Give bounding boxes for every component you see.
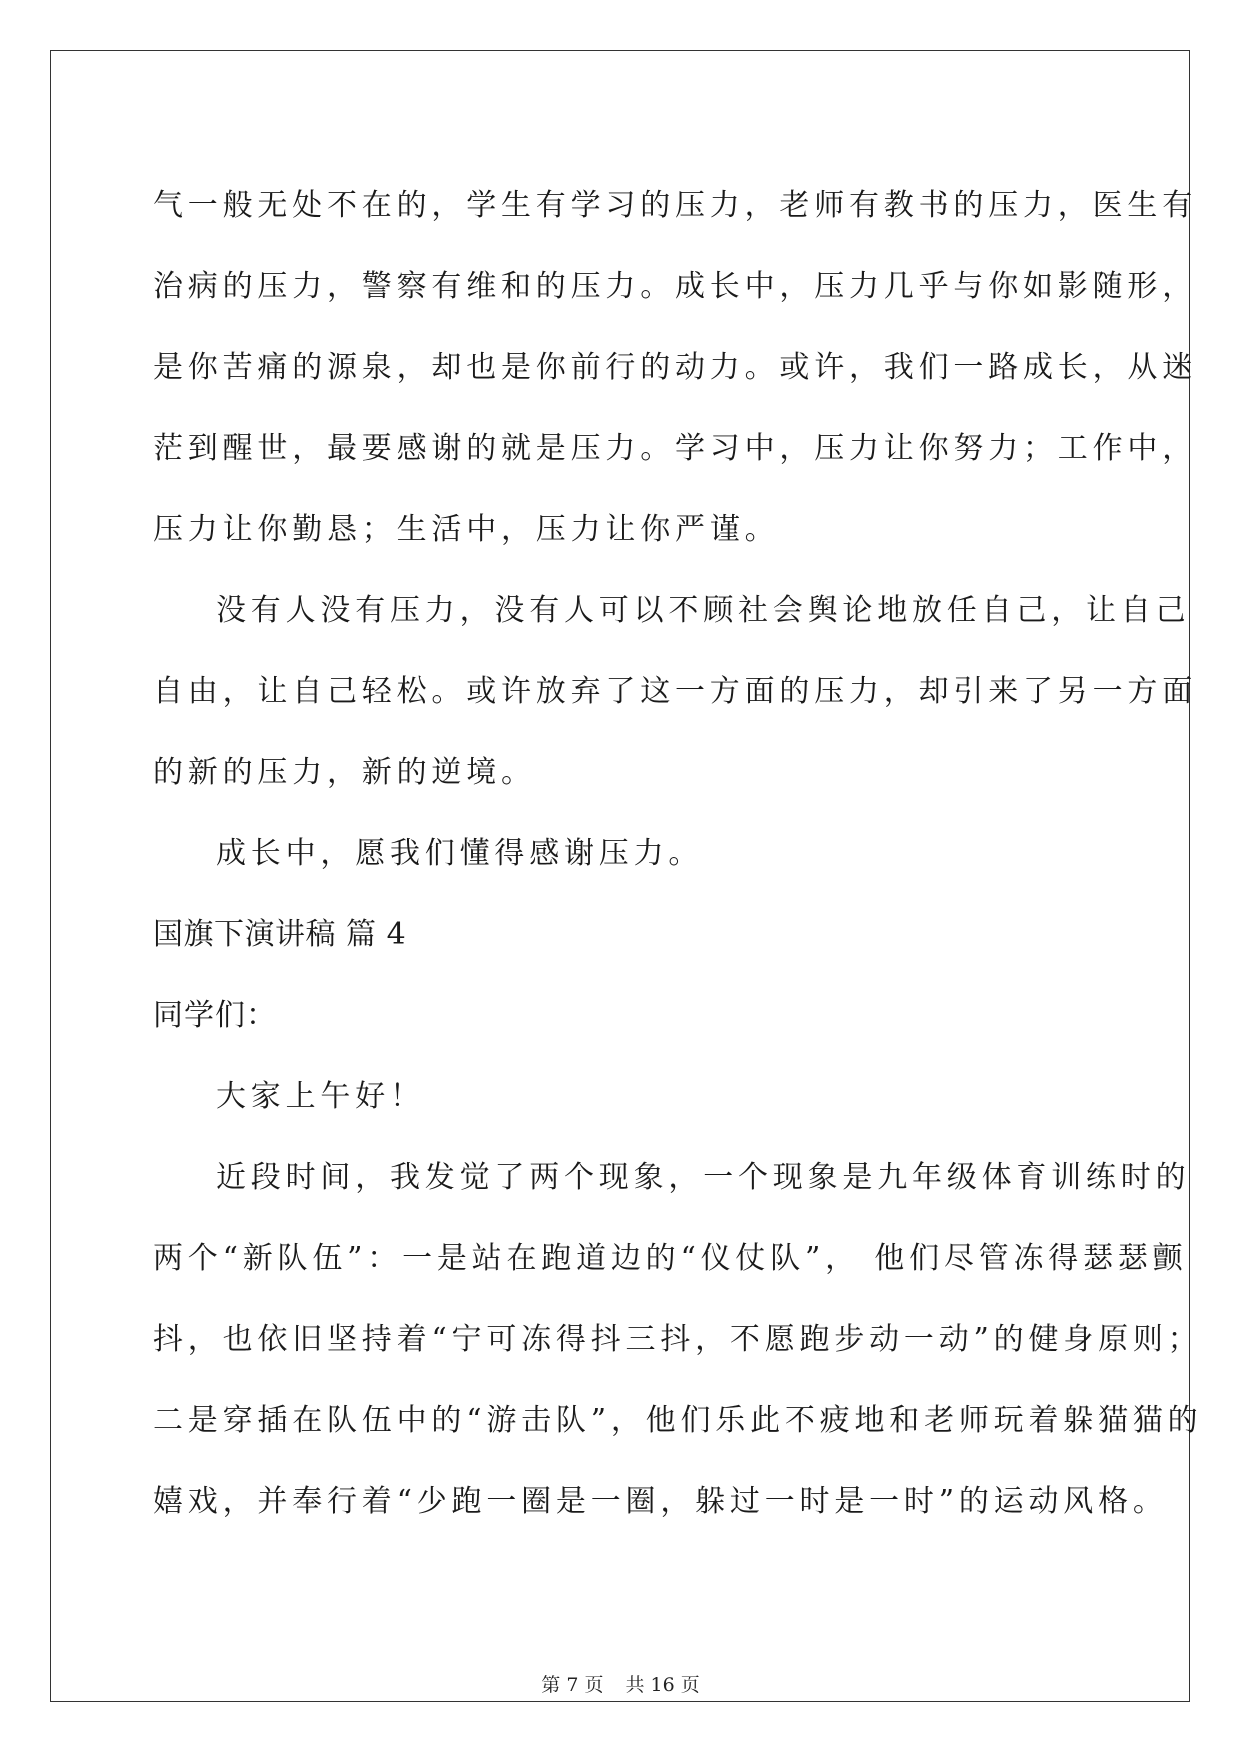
page-footer [0, 1670, 1241, 1697]
paragraph-line: 二是穿插在队伍中的“游击队”，他们乐此不疲地和老师玩着躲猫猫的 [153, 1403, 1203, 1438]
paragraph-line: 两个“新队伍”：一是站在跑道边的“仪仗队”， 他们尽管冻得瑟瑟颤 [153, 1241, 1188, 1276]
paragraph-line: 治病的压力，警察有维和的压力。成长中，压力几乎与你如影随形， [153, 269, 1197, 304]
paragraph-line: 没有人没有压力，没有人可以不顾社会舆论地放任自己，让自己 [216, 593, 1191, 628]
paragraph-line: 压力让你勤恳；生活中，压力让你严谨。 [153, 512, 780, 547]
paragraph-line: 近段时间，我发觉了两个现象，一个现象是九年级体育训练时的 [216, 1160, 1191, 1195]
paragraph-line: 抖，也依旧坚持着“宁可冻得抖三抖，不愿跑步动一动”的健身原则； [153, 1322, 1203, 1357]
paragraph-line: 的新的压力，新的逆境。 [153, 755, 536, 790]
paragraph-line: 茫到醒世，最要感谢的就是压力。学习中，压力让你努力；工作中， [153, 431, 1197, 466]
paragraph-line: 嬉戏，并奉行着“少跑一圈是一圈，躲过一时是一时”的运动风格。 [153, 1484, 1168, 1519]
paragraph-line: 气一般无处不在的，学生有学习的压力，老师有教书的压力，医生有 [153, 188, 1197, 223]
paragraph-line: 成长中，愿我们懂得感谢压力。 [216, 836, 704, 871]
paragraph-line: 是你苦痛的源泉，却也是你前行的动力。或许，我们一路成长，从迷 [153, 350, 1197, 385]
section-heading: 国旗下演讲稿 篇 4 [153, 917, 407, 952]
paragraph-line: 自由，让自己轻松。或许放弃了这一方面的压力，却引来了另一方面 [153, 674, 1197, 709]
document-body [153, 165, 1203, 1542]
greeting: 大家上午好！ [216, 1079, 425, 1114]
salutation: 同学们： [153, 998, 277, 1033]
page-number: 第 7 页 [541, 1674, 604, 1696]
page-total: 共 16 页 [625, 1674, 700, 1696]
